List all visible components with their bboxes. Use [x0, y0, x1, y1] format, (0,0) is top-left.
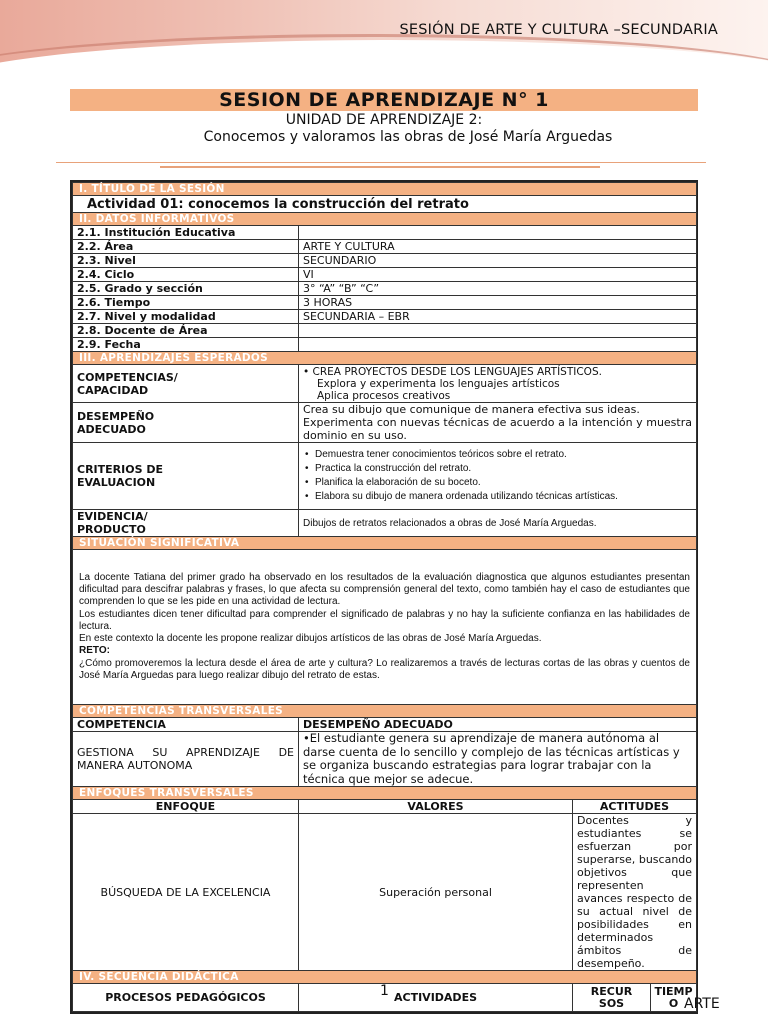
- header-title: SESIÓN DE ARTE Y CULTURA –SECUNDARIA: [399, 22, 718, 38]
- datos-value: [299, 324, 697, 338]
- section-competencias-transversales: COMPETENCIAS TRANSVERSALES: [73, 705, 697, 718]
- datos-value: [299, 226, 697, 240]
- enf-enfoque: BÚSQUEDA DE LA EXCELENCIA: [73, 814, 299, 971]
- desempeno-line-2: Experimenta con nuevas técnicas de acuerdo a la intención y muestra dominio en su uso.: [303, 416, 692, 442]
- enf-header-enfoque: ENFOQUE: [73, 800, 299, 814]
- datos-label: 2.6. Tiempo: [73, 296, 299, 310]
- section-secuencia: IV. SECUENCIA DIDÁCTICA: [73, 971, 697, 984]
- ct-competencia: GESTIONA SU APRENDIZAJE DE MANERA AUTONOMA: [73, 732, 299, 787]
- unit-line-1: UNIDAD DE APRENDIZAJE 2:: [285, 112, 483, 128]
- competencias-label: COMPETENCIAS/ CAPACIDAD: [73, 365, 299, 403]
- datos-label: 2.5. Grado y sección: [73, 282, 299, 296]
- datos-label: 2.1. Institución Educativa: [73, 226, 299, 240]
- datos-value: 3° “A” “B” “C”: [299, 282, 697, 296]
- datos-value: SECUNDARIA – EBR: [299, 310, 697, 324]
- competencias-cell: [299, 365, 697, 403]
- seq-header-procesos: PROCESOS PEDAGÓGICOS: [73, 984, 299, 1012]
- situacion-paragraph-2: Los estudiantes dicen tener dificultad para comprender el significado de palabras y no hay la suficiente confianza en las habilidades de lectura.: [79, 608, 690, 632]
- criterio-item: • Planifica la elaboración de su boceto.: [315, 476, 692, 490]
- datos-label: 2.4. Ciclo: [73, 268, 299, 282]
- section-titulo: I. TÍTULO DE LA SESIÓN: [73, 183, 697, 196]
- section-enfoques: ENFOQUES TRANSVERSALES: [73, 787, 697, 800]
- evidencia-label: EVIDENCIA/ PRODUCTO: [73, 510, 299, 537]
- page-header-band: [0, 0, 768, 82]
- section-aprendizajes: III. APRENDIZAJES ESPERADOS: [73, 352, 697, 365]
- situacion-text: [73, 550, 697, 705]
- datos-label: 2.8. Docente de Área: [73, 324, 299, 338]
- capacidad-2: Aplica procesos creativos: [317, 389, 451, 402]
- session-form: [70, 180, 698, 1014]
- datos-label: 2.3. Nivel: [73, 254, 299, 268]
- criterios-label: CRITERIOS DE EVALUACION: [73, 443, 299, 510]
- desempeno-cell: [299, 403, 697, 443]
- enf-header-valores: VALORES: [299, 800, 573, 814]
- criterio-item: • Practica la construcción del retrato.: [315, 462, 692, 476]
- ct-header-desempeno: DESEMPEÑO ADECUADO: [299, 718, 697, 732]
- reto-label: RETO:: [79, 645, 110, 657]
- criterios-list: [303, 448, 692, 504]
- datos-label: 2.7. Nivel y modalidad: [73, 310, 299, 324]
- section-datos: II. DATOS INFORMATIVOS: [73, 213, 697, 226]
- seq-header-tiempo: TIEMPO: [651, 984, 697, 1012]
- criterio-item: • Elabora su dibujo de manera ordenada utilizando técnicas artísticas.: [315, 490, 692, 504]
- ct-header-competencia: COMPETENCIA: [73, 718, 299, 732]
- enf-valor: Superación personal: [299, 814, 573, 971]
- divider-line: [56, 162, 706, 163]
- divider-line-accent: [160, 166, 600, 168]
- situacion-paragraph-3: En este contexto la docente les propone realizar dibujos artísticos de las obras de José María Arguedas.: [79, 633, 542, 645]
- unit-line-2: Conocemos y valoramos las obras de José María Arguedas: [203, 129, 613, 145]
- capacidad-1: Explora y experimenta los lenguajes artísticos: [317, 377, 560, 390]
- datos-value: [299, 338, 697, 352]
- datos-label: 2.2. Área: [73, 240, 299, 254]
- situacion-paragraph-1: La docente Tatiana del primer grado ha observado en los resultados de la evaluación diagnostica que algunos estudiantes presentan dificultad para descifrar palabras y frases, lo que afecta su comprensión general del texto, como también hay el caso de estudiantes que comprenden lo que se les pide en una actividad de lectura.: [79, 572, 690, 608]
- footer-label: ARTE: [684, 996, 720, 1012]
- criterios-cell: [299, 443, 697, 510]
- datos-value: VI: [299, 268, 697, 282]
- enf-header-actitudes: ACTITUDES: [573, 800, 697, 814]
- seq-header-recursos: RECURSOS: [573, 984, 651, 1012]
- document-title: SESION DE APRENDIZAJE N° 1: [70, 89, 698, 111]
- datos-label: 2.9. Fecha: [73, 338, 299, 352]
- session-title-value: Actividad 01: conocemos la construcción del retrato: [73, 196, 697, 213]
- page-number: 1: [380, 983, 389, 999]
- datos-value: ARTE Y CULTURA: [299, 240, 697, 254]
- form-table: [72, 182, 697, 1012]
- enf-actitud: Docentes y estudiantes se esfuerzan por superarse, buscando objetivos que representen avances respecto de su actual nivel de posibilidades en determinados ámbitos de desempeño.: [573, 814, 697, 971]
- section-situacion: SITUACIÓN SIGNIFICATIVA: [73, 537, 697, 550]
- datos-value: SECUNDARIO: [299, 254, 697, 268]
- unit-heading: [0, 112, 768, 146]
- desempeno-line-1: Crea su dibujo que comunique de manera efectiva sus ideas.: [303, 403, 640, 416]
- competencia-main: • CREA PROYECTOS DESDE LOS LENGUAJES ARTÍSTICOS.: [303, 365, 602, 378]
- desempeno-label: DESEMPEÑO ADECUADO: [73, 403, 299, 443]
- seq-header-actividades: ACTIVIDADES: [299, 984, 573, 1012]
- ct-desempeno: •El estudiante genera su aprendizaje de manera autónoma al darse cuenta de lo sencillo y complejo de las técnicas artísticas y se organiza buscando estrategias para lograr trabajar con la técnica que mejor se adecue.: [299, 732, 697, 787]
- reto-paragraph: ¿Cómo promoveremos la lectura desde el área de arte y cultura? Lo realizaremos a través de lecturas cortas de las obras y cuentos de José María Arguedas para luego realizar dibujo del retrato de estas.: [79, 657, 690, 681]
- datos-value: 3 HORAS: [299, 296, 697, 310]
- evidencia-value: Dibujos de retratos relacionados a obras de José María Arguedas.: [299, 510, 697, 537]
- criterio-item: • Demuestra tener conocimientos teóricos sobre el retrato.: [315, 448, 692, 462]
